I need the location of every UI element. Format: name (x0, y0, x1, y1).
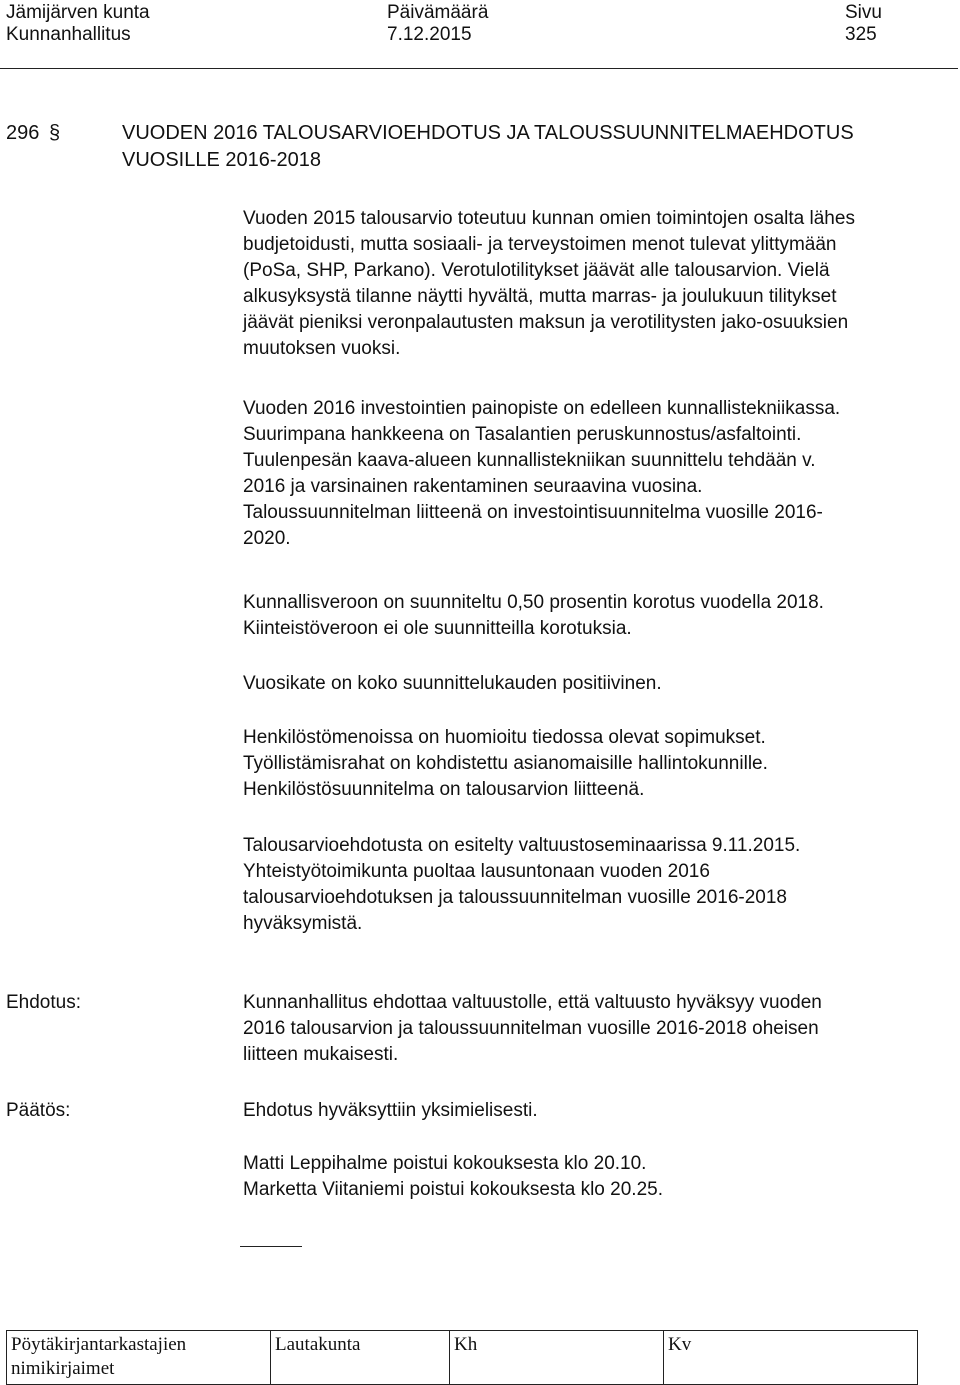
section-title (122, 120, 942, 174)
paragraph-line: 2020. (243, 528, 291, 549)
proposal-text (243, 990, 943, 1068)
page-label: Sivu (845, 2, 882, 23)
footer-label: nimikirjaimet (11, 1358, 115, 1379)
paragraph-line: Kunnanhallitus ehdottaa valtuustolle, että valtuusto hyväksyy vuoden (243, 992, 822, 1013)
section-title-line: VUOSILLE 2016-2018 (122, 149, 322, 171)
footer-label: Kv (668, 1334, 692, 1355)
paragraph-taxes (243, 590, 943, 642)
page-number: 325 (845, 24, 877, 45)
end-rule (240, 1246, 302, 1247)
paragraph-line: 2016 talousarvion ja taloussuunnitelman vuosille 2016-2018 oheisen (243, 1018, 819, 1039)
paragraph-line: Tuulenpesän kaava-alueen kunnallistekniikan suunnittelu tehdään v. (243, 450, 816, 471)
section-title-line: VUODEN 2016 TALOUSARVIOEHDOTUS JA TALOUSSUUNNITELMAEHDOTUS (122, 122, 854, 144)
date-label: Päivämäärä (387, 2, 489, 23)
paragraph-line: Ehdotus hyväksyttiin yksimielisesti. (243, 1100, 538, 1121)
header-divider (0, 68, 958, 69)
committee-cell (271, 1331, 450, 1385)
footer-label: Kh (454, 1334, 478, 1355)
paragraph-line: liitteen mukaisesti. (243, 1044, 399, 1065)
meeting-date: 7.12.2015 (387, 24, 472, 45)
paragraph-line: Vuoden 2016 investointien painopiste on edelleen kunnallistekniikassa. (243, 398, 841, 419)
section-number: 296 (6, 122, 40, 144)
paragraph-line: Työllistämisrahat on kohdistettu asianomaisille hallintokunnille. (243, 753, 768, 774)
kh-cell (450, 1331, 664, 1385)
body-name: Kunnanhallitus (6, 24, 131, 45)
paragraph-line: Yhteistyötoimikunta puoltaa lausuntonaan vuoden 2016 (243, 861, 710, 882)
paragraph-line: Vuoden 2015 talousarvio toteutuu kunnan omien toimintojen osalta lähes (243, 208, 855, 229)
paragraph-line: alkusyksystä tilanne näytti hyvältä, mutta marras- ja joulukuun tilitykset (243, 286, 837, 307)
paragraph-line: budjetoidusti, mutta sosiaali- ja terveystoimen menot tulevat ylittymään (243, 234, 837, 255)
paragraph-line: muutoksen vuoksi. (243, 338, 401, 359)
paragraph-line: Marketta Viitaniemi poistui kokouksesta klo 20.25. (243, 1179, 663, 1200)
decision-text (243, 1098, 943, 1124)
municipality-name: Jämijärven kunta (6, 2, 150, 23)
paragraph-budget-outlook (243, 206, 943, 362)
proposal-label: Ehdotus: (6, 992, 81, 1013)
paragraph-line: 2016 ja varsinainen rakentaminen seuraavina vuosina. (243, 476, 703, 497)
paragraph-line: Kunnallisveroon on suunniteltu 0,50 prosentin korotus vuodella 2018. (243, 592, 824, 613)
section-symbol: § (49, 122, 61, 144)
decision-label: Päätös: (6, 1100, 71, 1121)
paragraph-line: Henkilöstömenoissa on huomioitu tiedossa olevat sopimukset. (243, 727, 766, 748)
paragraph-seminar (243, 833, 943, 937)
paragraph-line: Suurimpana hankkeena on Tasalantien peruskunnostus/asfaltointi. (243, 424, 802, 445)
paragraph-line: Talousarvioehdotusta on esitelty valtuustoseminaarissa 9.11.2015. (243, 835, 801, 856)
paragraph-line: hyväksymistä. (243, 913, 363, 934)
reviewers-initials-cell (7, 1331, 271, 1385)
paragraph-investments (243, 396, 943, 552)
paragraph-personnel (243, 725, 943, 803)
paragraph-line: (PoSa, SHP, Parkano). Verotulotilitykset jäävät alle talousarvion. Vielä (243, 260, 830, 281)
paragraph-line: Taloussuunnitelman liitteenä on investointisuunnitelma vuosille 2016- (243, 502, 823, 523)
departure-notes (243, 1151, 943, 1203)
initials-table (6, 1330, 918, 1385)
paragraph-line: Henkilöstösuunnitelma on talousarvion liitteenä. (243, 779, 645, 800)
footer-label: Lautakunta (275, 1334, 361, 1355)
paragraph-line: jäävät pieniksi veronpalautusten maksun ja verotilitysten jako-osuuksien (243, 312, 849, 333)
paragraph-line: Matti Leppihalme poistui kokouksesta klo 20.10. (243, 1153, 647, 1174)
paragraph-line: Kiinteistöveroon ei ole suunnitteilla korotuksia. (243, 618, 632, 639)
paragraph-annual-margin (243, 671, 943, 697)
paragraph-line: Vuosikate on koko suunnittelukauden positiivinen. (243, 673, 662, 694)
kv-cell (664, 1331, 918, 1385)
footer-label: Pöytäkirjantarkastajien (11, 1334, 187, 1355)
paragraph-line: talousarvioehdotuksen ja taloussuunnitelman vuosille 2016-2018 (243, 887, 787, 908)
